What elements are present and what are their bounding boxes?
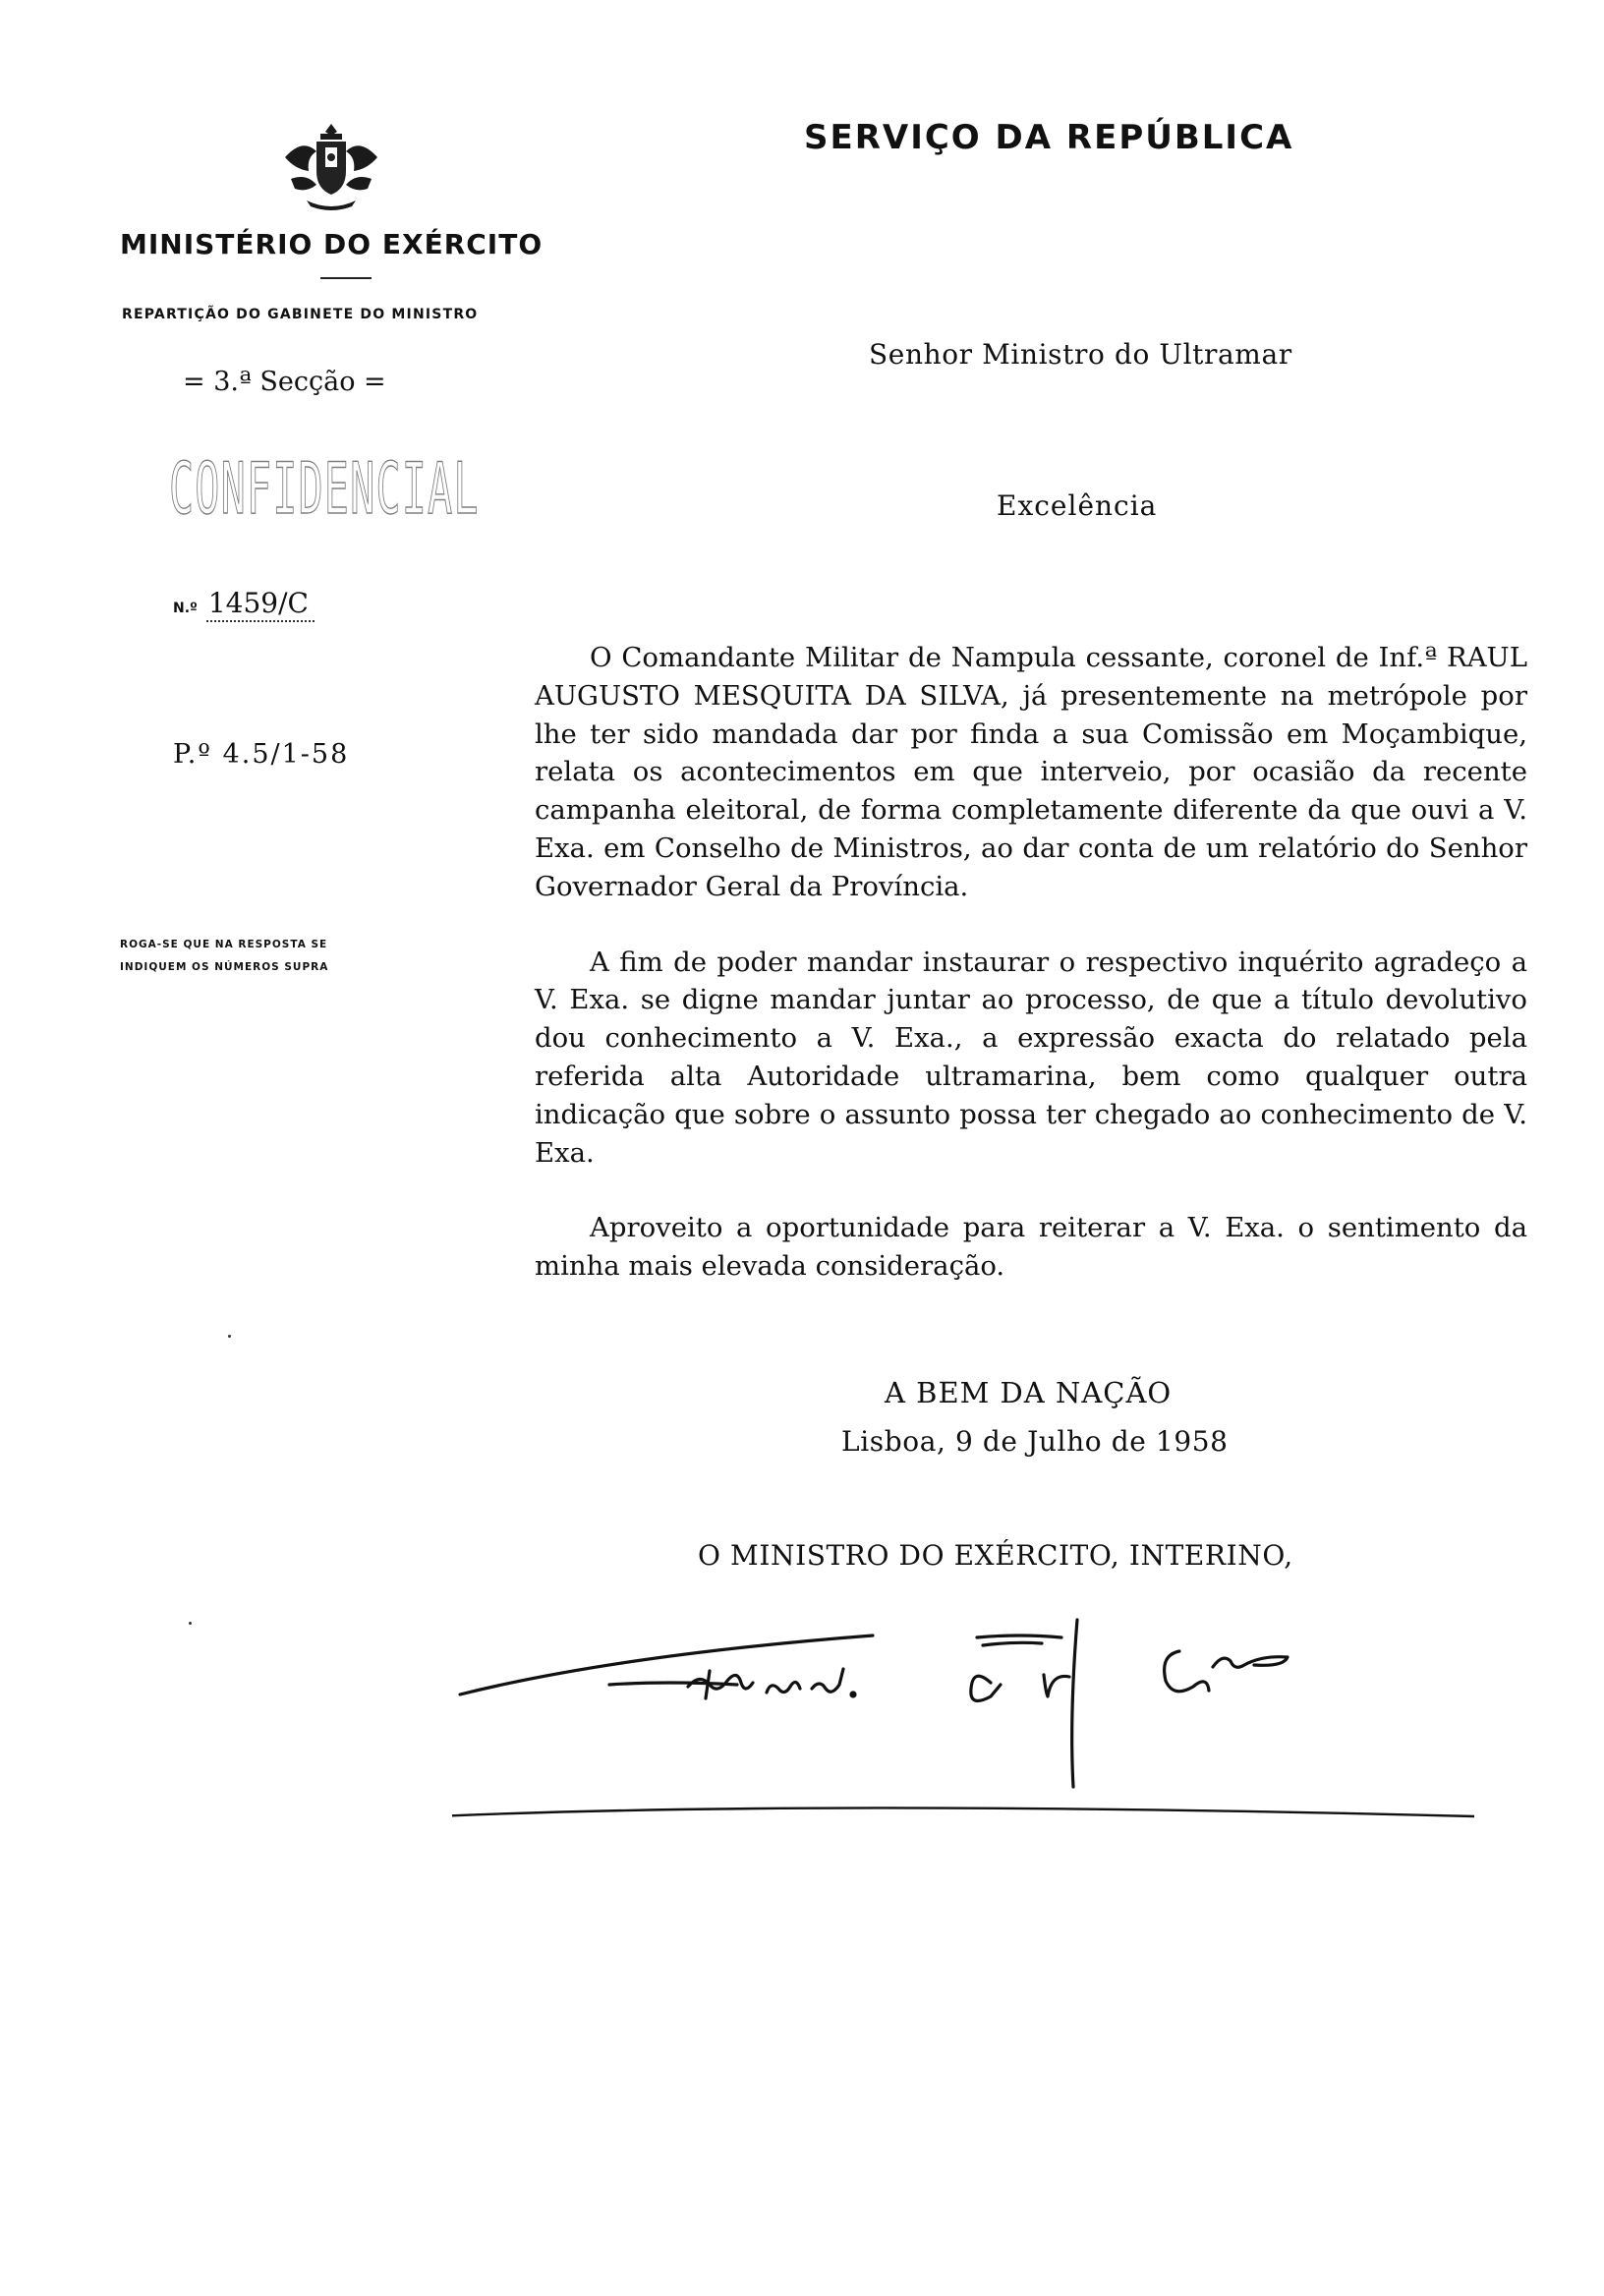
process-number: P.º 4.5/1-58	[173, 739, 350, 770]
repartition-name: REPARTIÇÃO DO GABINETE DO MINISTRO	[122, 307, 479, 322]
speck	[228, 1335, 231, 1338]
addressee: Senhor Ministro do Ultramar	[869, 338, 1292, 371]
reply-note-line: ROGA-SE QUE NA RESPOSTA SE	[120, 939, 328, 950]
speck	[189, 1622, 192, 1625]
ministry-divider	[320, 277, 372, 279]
letter-paragraph: A fim de poder mandar instaurar o respectivo inquérito agradeço a V. Exa. se digne mandar juntar ao processo, de que a título devolutivo dou conhecimento a V. Exa., a expressão exacta do relatado pela referida alta Autoridade ultramarina, bem como qualquer outra indicação que sobre o assunto possa ter chegado ao conhecimento de V. Exa.	[535, 946, 1527, 1169]
reference-number-label: N.º	[173, 601, 198, 616]
letter-paragraph: O Comandante Militar de Nampula cessante, coronel de Inf.ª RAUL AUGUSTO MESQUITA DA SILVA, já presentemente na metrópole por lhe ter sido mandada dar por finda a sua Comissão em Moçambique, relata os acontecimentos em que interveio, por ocasião da recente campanha eleitoral, de forma completamente diferente da que ouvi a V. Exa. em Conselho de Ministros, ao dar conta de um relatório do Senhor Governador Geral da Província.	[535, 642, 1527, 902]
closing-formula: A BEM DA NAÇÃO	[885, 1376, 1173, 1409]
letter-paragraph: Aproveito a oportunidade para reiterar a V. Exa. o sentimento da minha mais elevada consideração.	[535, 1212, 1527, 1283]
reference-number	[173, 587, 315, 622]
salutation: Excelência	[997, 489, 1158, 522]
coat-of-arms-icon	[277, 118, 385, 216]
confidential-stamp: CONFIDENCIAL	[169, 447, 480, 530]
letter-date: Lisboa, 9 de Julho de 1958	[841, 1425, 1229, 1458]
reference-number-value: 1459/C	[206, 587, 315, 622]
signature-icon	[452, 1612, 1533, 1828]
ministry-name: MINISTÉRIO DO EXÉRCITO	[120, 228, 544, 260]
letter-body	[535, 639, 1527, 1323]
republic-service-heading: SERVIÇO DA REPÚBLICA	[804, 118, 1294, 157]
signatory-title: O MINISTRO DO EXÉRCITO, INTERINO,	[698, 1539, 1293, 1572]
reply-note-line: INDIQUEM OS NÚMEROS SUPRA	[120, 961, 329, 973]
section-label: = 3.ª Secção =	[183, 367, 386, 397]
reply-note	[120, 934, 434, 979]
